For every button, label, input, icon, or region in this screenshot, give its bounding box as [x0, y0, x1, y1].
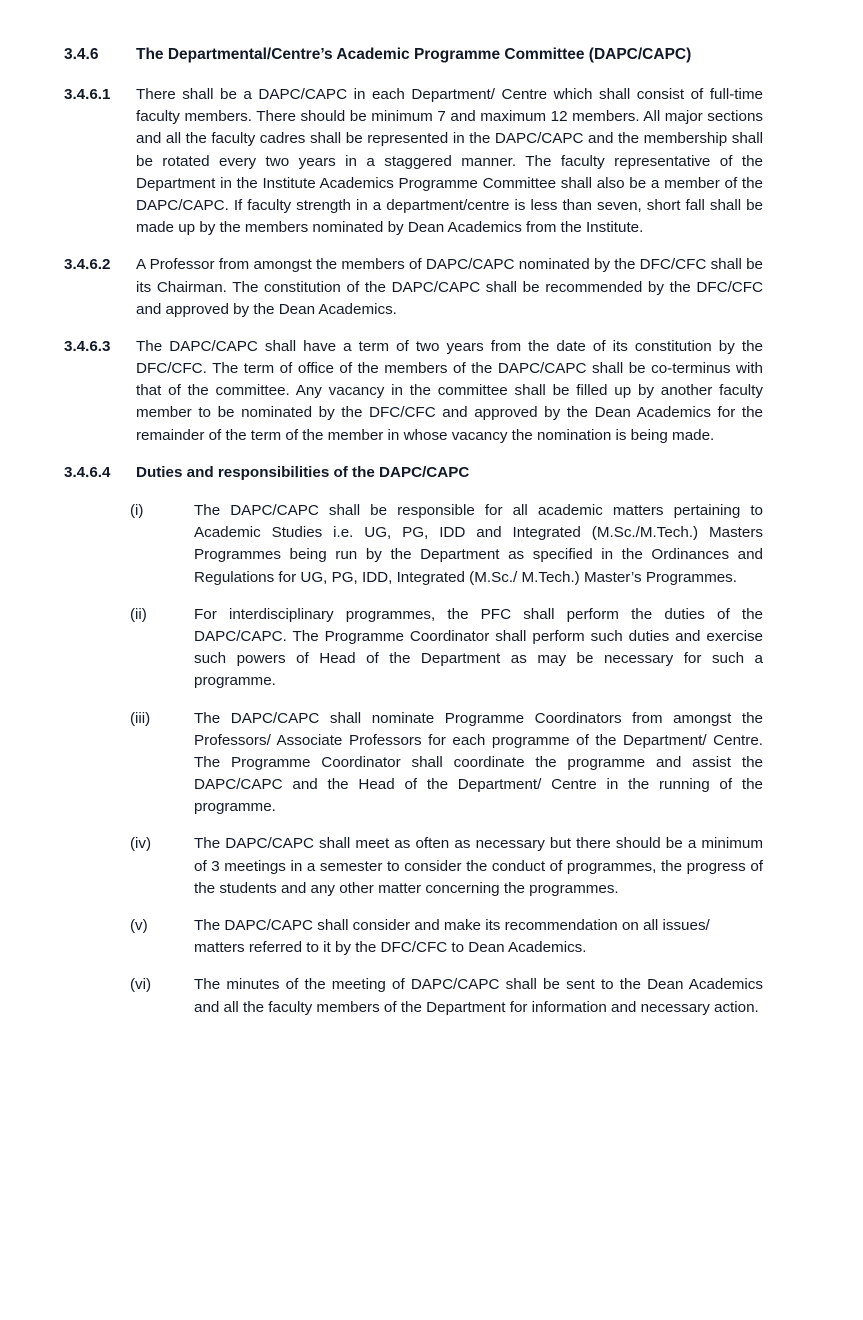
list-item [64, 604, 763, 693]
list-item [64, 915, 763, 959]
clause-3-4-6-4 [64, 462, 763, 484]
list-item-text: The DAPC/CAPC shall nominate Programme Coordinators from amongst the Professors/ Associate Professors for each programme of the Department/ Centre. The Programme Coordinator shall coordinate the programme and assist the DAPC/CAPC and the Head of the Department/ Centre in the running of the programme. [194, 709, 763, 816]
clause-text: The DAPC/CAPC shall have a term of two years from the date of its constitution by the DFC/CFC. The term of office of the members of the DAPC/CAPC shall be co-terminus with that of the committee. Any vacancy in the committee shall be filled up by another faculty member to be nominated by the DFC/CFC and approved by the Dean Academics for the remainder of the term of the member in whose vacancy the nomination is being made. [136, 337, 763, 444]
list-item-marker: (ii) [130, 605, 147, 623]
clause-number: 3.4.6.4 [64, 463, 111, 481]
list-item [64, 833, 763, 900]
list-item-text: The DAPC/CAPC shall meet as often as necessary but there should be a minimum of 3 meetings in a semester to consider the conduct of programmes, the progress of the students and any other matter concerning the programmes. [194, 835, 763, 897]
section-title: The Departmental/Centre’s Academic Programme Committee (DAPC/CAPC) [136, 46, 692, 63]
clause-3-4-6-3 [64, 336, 763, 447]
clause-text: A Professor from amongst the members of DAPC/CAPC nominated by the DFC/CFC shall be its Chairman. The constitution of the DAPC/CAPC shall be recommended by the DFC/CFC and approved by the Dean Academics. [136, 256, 763, 318]
clause-3-4-6-2 [64, 254, 763, 321]
list-item [64, 974, 763, 1018]
list-item-marker: (vi) [130, 976, 152, 994]
list-item-text: The DAPC/CAPC shall consider and make its recommendation on all issues/ matters referred to it by the DFC/CFC to Dean Academics. [194, 917, 710, 957]
list-item [64, 708, 763, 819]
clause-text: There shall be a DAPC/CAPC in each Department/ Centre which shall consist of full-time faculty members. There should be minimum 7 and maximum 12 members. All major sections and all the faculty cadres shall be represented in the DAPC/CAPC and the membership shall be rotated every two years in a staggered manner. The faculty representative of the Department in the Institute Academics Programme Committee shall also be a member of the DAPC/CAPC. If faculty strength in a department/centre is less than seven, short fall shall be made up by the members nominated by Dean Academics from the Institute. [136, 86, 763, 237]
list-item-marker: (v) [130, 917, 148, 934]
list-item-marker: (i) [130, 502, 144, 519]
list-item [64, 500, 763, 589]
list-item-marker: (iv) [130, 835, 152, 853]
clause-number: 3.4.6.2 [64, 256, 111, 274]
section-number: 3.4.6 [64, 46, 99, 63]
clause-text: Duties and responsibilities of the DAPC/CAPC [136, 463, 470, 481]
clause-3-4-6-1 [64, 84, 763, 239]
clause-number: 3.4.6.3 [64, 337, 111, 355]
roman-sub-items [64, 500, 763, 1019]
list-item-marker: (iii) [130, 709, 151, 727]
list-item-text: The DAPC/CAPC shall be responsible for all academic matters pertaining to Academic Studies i.e. UG, PG, IDD and Integrated (M.Sc./M.Tech.) Masters Programmes being run by the Department as specified in the Ordinances and Regulations for UG, PG, IDD, Integrated (M.Sc./ M.Tech.) Master’s Programmes. [194, 502, 763, 586]
list-item-text: The minutes of the meeting of DAPC/CAPC shall be sent to the Dean Academics and all the faculty members of the Department for information and necessary action. [194, 976, 763, 1016]
list-item-text: For interdisciplinary programmes, the PFC shall perform the duties of the DAPC/CAPC. The Programme Coordinator shall perform such duties and exercise such powers of Head of the Department as may be necessary for such a programme. [194, 605, 763, 690]
section-heading [64, 44, 763, 66]
clause-number: 3.4.6.1 [64, 86, 111, 103]
